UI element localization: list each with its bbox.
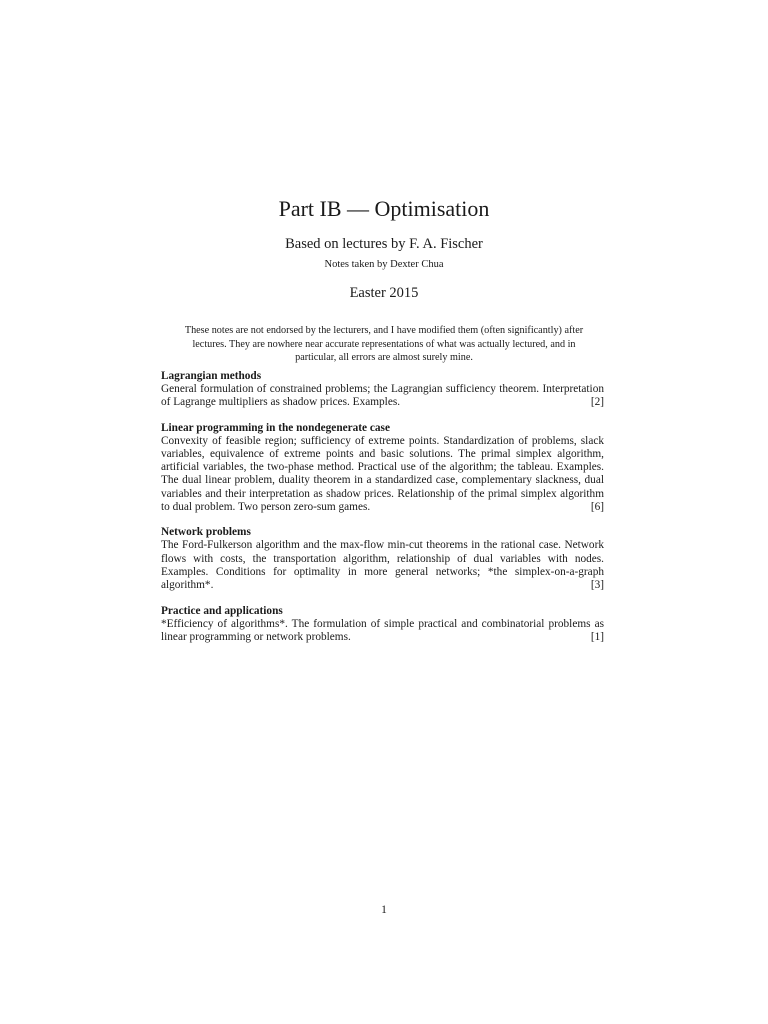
section-text: Convexity of feasible region; sufficiency of extreme points. Standardization of problems, slack variables, equivalence of extreme points and basic solutions. The primal simplex algorithm, artificial variables, the two-phase method. Practical use of the algorithm; the tableau. Examples. The dual linear problem, duality theorem in a standardized case, complementary slackness, dual variables and their interpretation as shadow prices. Relationship of the primal simplex algorithm to dual problem. Two person zero-sum games. — [161, 434, 604, 514]
lecturer-line: Based on lectures by F. A. Fischer — [285, 236, 483, 252]
section-body — [161, 383, 604, 410]
page-number: 1 — [381, 904, 387, 916]
section-text: *Efficiency of algorithms*. The formulation of simple practical and combinatorial problems as linear programming or network problems. — [161, 617, 604, 643]
lecture-count: [1] — [590, 630, 604, 643]
section-body — [161, 539, 604, 592]
section-linear-programming — [161, 421, 604, 515]
lecture-count: [3] — [590, 579, 604, 592]
section-lagrangian-methods — [161, 369, 604, 410]
term-date: Easter 2015 — [349, 285, 419, 301]
section-heading: Linear programming in the nondegenerate case — [161, 421, 390, 434]
section-network-problems — [161, 525, 604, 592]
section-text: General formulation of constrained problems; the Lagrangian sufficiency theorem. Interpretation of Lagrange multipliers as shadow prices. Examples. — [161, 383, 604, 409]
lecture-count: [2] — [590, 396, 604, 409]
lecture-count: [6] — [590, 501, 604, 514]
section-heading: Practice and applications — [161, 604, 283, 617]
section-body — [161, 618, 604, 645]
section-text: The Ford-Fulkerson algorithm and the max-flow min-cut theorems in the rational case. Network flows with costs, the transportation algorithm, relationship of dual variables with nodes. Examples. Conditions for optimality in more general networks; *the simplex-on-a-graph algorithm*. — [161, 539, 604, 592]
disclaimer-text: These notes are not endorsed by the lecturers, and I have modified them (often significantly) after lectures. They are nowhere near accurate representations of what was actually lectured, and in particular, all errors are almost surely mine. — [184, 325, 584, 363]
section-body — [161, 435, 604, 515]
section-practice-applications — [161, 604, 604, 645]
section-heading: Lagrangian methods — [161, 370, 262, 382]
syllabus-content — [161, 369, 604, 655]
document-title: Part IB — Optimisation — [278, 196, 490, 221]
author-line: Notes taken by Dexter Chua — [324, 259, 444, 270]
section-heading: Network problems — [161, 526, 251, 539]
